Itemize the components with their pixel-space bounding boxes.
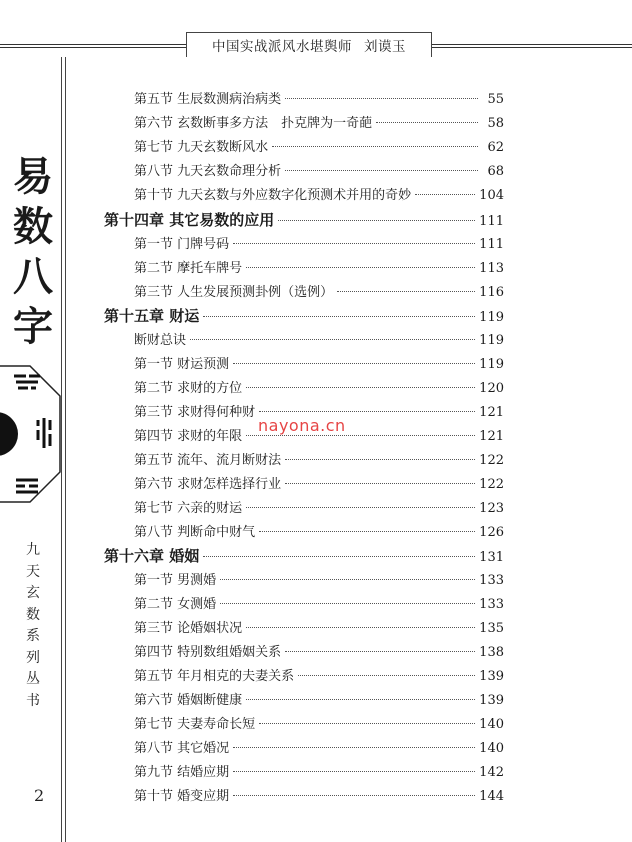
toc-entry[interactable] xyxy=(104,233,504,253)
header-org: 中国实战派风水堪舆师 xyxy=(212,39,352,55)
toc-leader-dots xyxy=(220,603,475,604)
toc-leader-dots xyxy=(203,556,475,557)
toc-entry-page: 113 xyxy=(479,261,504,276)
toc-leader-dots xyxy=(337,291,475,292)
toc-entry[interactable] xyxy=(104,136,504,156)
series-char: 数 xyxy=(26,606,40,623)
toc-entry-page: 119 xyxy=(479,333,504,348)
toc-entry[interactable] xyxy=(104,329,504,349)
toc-chapter-page: 111 xyxy=(479,214,504,229)
toc-entry-title: 第三节 论婚姻状况 xyxy=(134,621,243,636)
title-char: 易 xyxy=(13,153,53,200)
toc-leader-dots xyxy=(233,747,475,748)
toc-leader-dots xyxy=(246,387,475,388)
toc-entry-title: 第十节 婚变应期 xyxy=(134,789,230,804)
toc-leader-dots xyxy=(298,675,475,676)
toc-entry[interactable] xyxy=(104,449,504,469)
vertical-book-title xyxy=(8,152,58,352)
toc-leader-dots xyxy=(259,411,475,412)
toc-entry[interactable] xyxy=(104,641,504,661)
title-char: 八 xyxy=(13,253,53,300)
toc-entry-title: 第五节 流年、流月断财法 xyxy=(134,453,282,468)
toc-entry-page: 123 xyxy=(479,501,504,516)
toc-entry-title: 第八节 其它婚况 xyxy=(134,741,230,756)
toc-entry-title: 第九节 结婚应期 xyxy=(134,765,230,780)
toc-entry-title: 第二节 摩托车牌号 xyxy=(134,261,243,276)
toc-entry-page: 122 xyxy=(479,453,504,468)
toc-entry-title: 第七节 九天玄数断风水 xyxy=(134,140,269,155)
toc-entry[interactable] xyxy=(104,569,504,589)
toc-entry-page: 140 xyxy=(479,741,504,756)
toc-leader-dots xyxy=(285,483,475,484)
toc-entry-title: 第八节 九天玄数命理分析 xyxy=(134,164,282,179)
toc-leader-dots xyxy=(233,363,475,364)
toc-entry-page: 133 xyxy=(479,597,504,612)
toc-entry[interactable] xyxy=(104,112,504,132)
toc-leader-dots xyxy=(220,579,475,580)
toc-leader-dots xyxy=(233,243,475,244)
vertical-series-title xyxy=(20,540,46,712)
toc-leader-dots xyxy=(285,651,475,652)
toc-entry-page: 126 xyxy=(479,525,504,540)
toc-entry-page: 120 xyxy=(479,381,504,396)
toc-entry-page: 144 xyxy=(479,789,504,804)
toc-entry[interactable] xyxy=(104,377,504,397)
toc-entry[interactable] xyxy=(104,473,504,493)
toc-leader-dots xyxy=(278,220,475,221)
toc-entry-page: 140 xyxy=(479,717,504,732)
toc-entry-title: 第四节 特别数组婚姻关系 xyxy=(134,645,282,660)
toc-entry-title: 第三节 求财得何种财 xyxy=(134,405,256,420)
toc-entry-page: 119 xyxy=(479,357,504,372)
toc-entry-page: 122 xyxy=(479,477,504,492)
toc-leader-dots xyxy=(246,627,475,628)
toc-leader-dots xyxy=(285,98,478,99)
toc-entry-page: 121 xyxy=(479,429,504,444)
bagua-ornament-icon xyxy=(0,362,64,506)
toc-entry-title: 第三节 人生发展预测卦例（选例） xyxy=(134,285,334,300)
toc-entry-title: 第八节 判断命中财气 xyxy=(134,525,256,540)
series-char: 列 xyxy=(26,649,40,666)
toc-chapter[interactable] xyxy=(104,209,504,229)
toc-entry-title: 第六节 求财怎样选择行业 xyxy=(134,477,282,492)
toc-leader-dots xyxy=(233,771,475,772)
title-char: 数 xyxy=(13,203,53,250)
header-author: 刘谟玉 xyxy=(364,39,406,55)
toc-entry-page: 139 xyxy=(479,669,504,684)
toc-entry-title: 第四节 求财的年限 xyxy=(134,429,243,444)
toc-entry[interactable] xyxy=(104,713,504,733)
toc-leader-dots xyxy=(259,723,475,724)
series-char: 玄 xyxy=(26,585,40,601)
toc-leader-dots xyxy=(285,170,478,171)
toc-entry-page: 121 xyxy=(479,405,504,420)
series-char: 系 xyxy=(26,628,40,644)
toc-entry-title: 第一节 财运预测 xyxy=(134,357,230,372)
toc-leader-dots xyxy=(376,122,478,123)
toc-entry[interactable] xyxy=(104,160,504,180)
toc-entry-page: 62 xyxy=(487,140,504,155)
toc-entry-page: 68 xyxy=(487,164,504,179)
toc-chapter-title: 第十六章 婚姻 xyxy=(104,547,200,565)
series-char: 丛 xyxy=(26,671,40,687)
watermark-text: nayona.cn xyxy=(258,416,346,435)
toc-entry-title: 第五节 年月相克的夫妻关系 xyxy=(134,669,295,684)
toc-entry[interactable] xyxy=(104,88,504,108)
toc-entry[interactable] xyxy=(104,184,504,204)
toc-leader-dots xyxy=(285,459,475,460)
toc-entry[interactable] xyxy=(104,353,504,373)
toc-leader-dots xyxy=(246,435,475,436)
toc-entry-page: 111 xyxy=(479,237,504,252)
toc-entry[interactable] xyxy=(104,497,504,517)
toc-entry-title: 第六节 婚姻断健康 xyxy=(134,693,243,708)
toc-entry[interactable] xyxy=(104,689,504,709)
toc-entry-page: 116 xyxy=(479,285,504,300)
toc-entry[interactable] xyxy=(104,785,504,805)
toc-entry-page: 138 xyxy=(479,645,504,660)
toc-chapter-title: 第十四章 其它易数的应用 xyxy=(104,211,275,229)
toc-entry-page: 55 xyxy=(487,92,504,107)
toc-chapter[interactable] xyxy=(104,545,504,565)
margin-line-inner xyxy=(65,57,66,842)
toc-entry-title: 第七节 夫妻寿命长短 xyxy=(134,717,256,732)
toc-entry-title: 第六节 玄数断事多方法 扑克牌为一奇葩 xyxy=(134,116,373,131)
toc-entry[interactable] xyxy=(104,617,504,637)
toc-chapter-title: 第十五章 财运 xyxy=(104,307,200,325)
toc-entry[interactable] xyxy=(104,737,504,757)
title-char: 字 xyxy=(13,303,53,350)
toc-leader-dots xyxy=(272,146,478,147)
toc-leader-dots xyxy=(203,316,475,317)
toc-entry-title: 第一节 门牌号码 xyxy=(134,237,230,252)
toc-chapter-page: 119 xyxy=(479,310,504,325)
toc-entry[interactable] xyxy=(104,521,504,541)
toc-chapter-page: 131 xyxy=(479,550,504,565)
toc-entry-page: 139 xyxy=(479,693,504,708)
toc-leader-dots xyxy=(246,699,475,700)
toc-entry-title: 第二节 女测婚 xyxy=(134,597,217,612)
toc-leader-dots xyxy=(246,267,475,268)
toc-leader-dots xyxy=(233,795,475,796)
toc-entry-title: 第一节 男测婚 xyxy=(134,573,217,588)
toc-entry-title: 第二节 求财的方位 xyxy=(134,381,243,396)
toc-entry[interactable] xyxy=(104,593,504,613)
toc-leader-dots xyxy=(246,507,475,508)
toc-entry-title: 第十节 九天玄数与外应数字化预测术并用的奇妙 xyxy=(134,188,412,203)
toc-entry-page: 133 xyxy=(479,573,504,588)
toc-leader-dots xyxy=(259,531,475,532)
series-char: 书 xyxy=(26,692,40,709)
toc-entry-page: 142 xyxy=(479,765,504,780)
toc-entry-page: 135 xyxy=(479,621,504,636)
series-char: 九 xyxy=(26,542,40,558)
running-header xyxy=(186,32,432,57)
toc-entry-page: 58 xyxy=(487,116,504,131)
toc-entry-title: 断财总诀 xyxy=(134,333,187,348)
toc-entry-page: 104 xyxy=(479,188,504,203)
toc-entry[interactable] xyxy=(104,257,504,277)
toc-leader-dots xyxy=(415,194,475,195)
toc-chapter[interactable] xyxy=(104,305,504,325)
toc-entry-title: 第七节 六亲的财运 xyxy=(134,501,243,516)
toc-entry[interactable] xyxy=(104,665,504,685)
toc-entry[interactable] xyxy=(104,281,504,301)
series-char: 天 xyxy=(26,563,40,580)
toc-entry-title: 第五节 生辰数测病治病类 xyxy=(134,92,282,107)
toc-entry[interactable] xyxy=(104,761,504,781)
page-number: 2 xyxy=(34,786,45,805)
toc-leader-dots xyxy=(190,339,475,340)
